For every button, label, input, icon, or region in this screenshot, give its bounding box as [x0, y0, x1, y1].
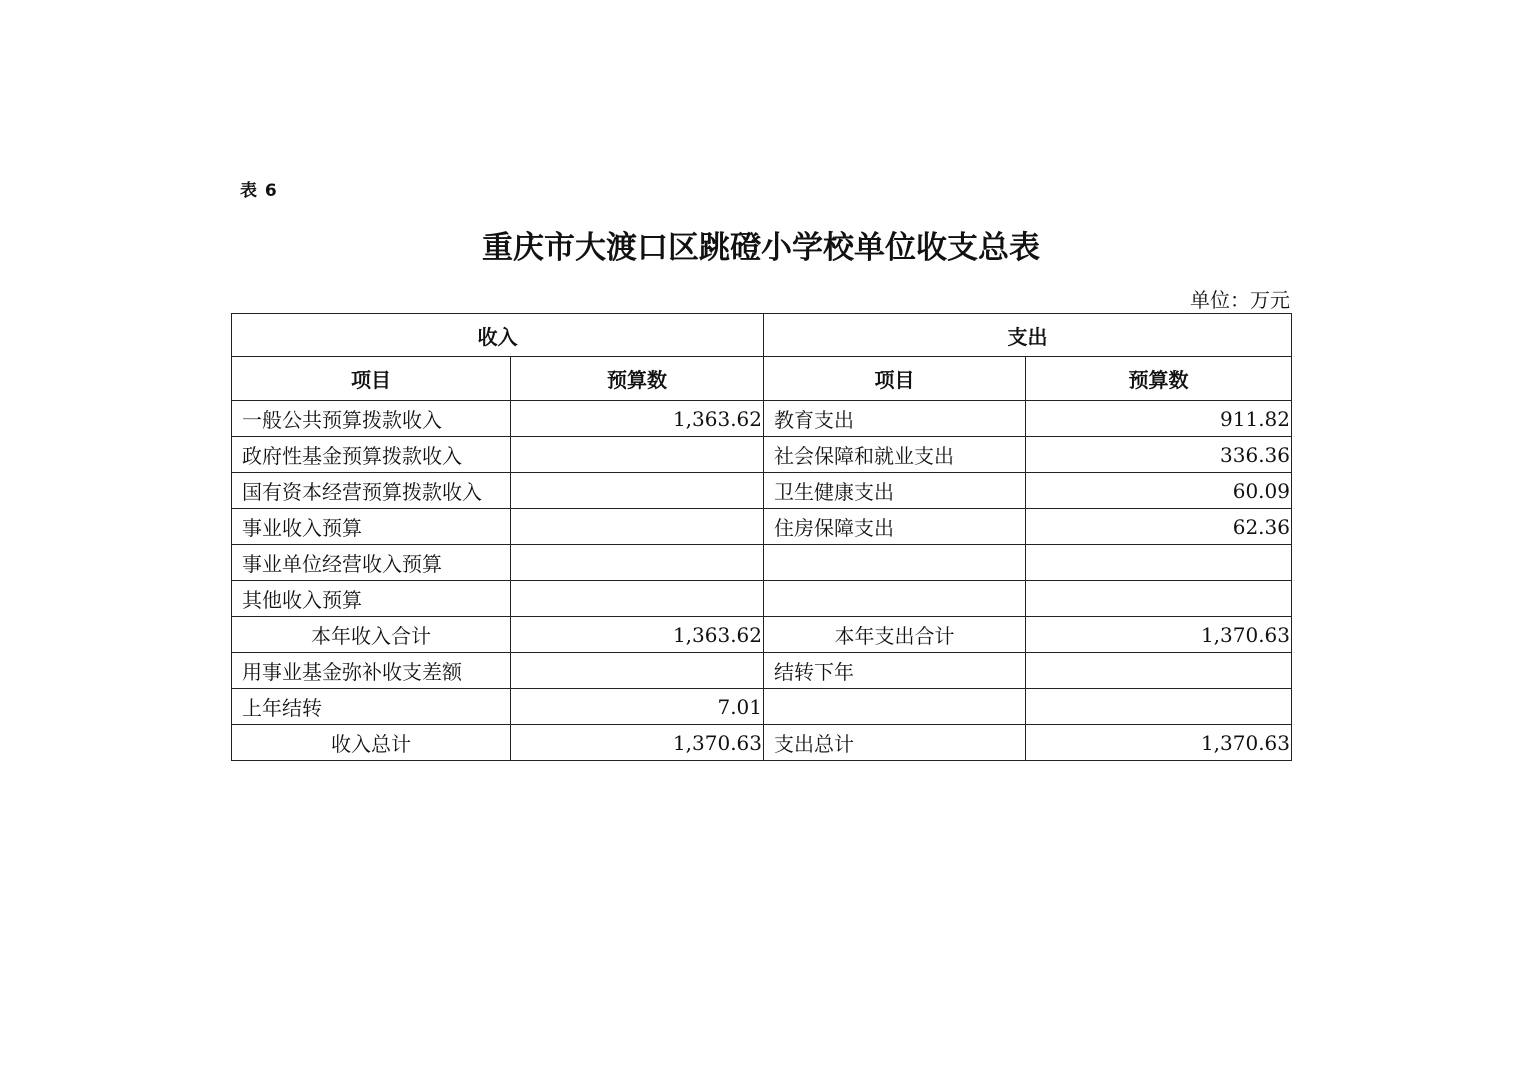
expense-value: [1026, 689, 1292, 725]
income-item: 事业收入预算: [232, 509, 511, 545]
expense-total-value: 1,370.63: [1026, 725, 1292, 761]
budget-summary-table: [231, 313, 1292, 761]
expense-value: 336.36: [1026, 437, 1292, 473]
income-item: 用事业基金弥补收支差额: [232, 653, 511, 689]
income-total-value: 1,370.63: [511, 725, 764, 761]
table-row: [232, 653, 1292, 689]
income-item: 事业单位经营收入预算: [232, 545, 511, 581]
expense-section-header: 支出: [764, 314, 1292, 357]
income-item: 一般公共预算拨款收入: [232, 401, 511, 437]
expense-value: [1026, 545, 1292, 581]
income-item: 国有资本经营预算拨款收入: [232, 473, 511, 509]
income-value: 7.01: [511, 689, 764, 725]
page-title: 重庆市大渡口区跳磴小学校单位收支总表: [482, 230, 1040, 266]
income-value: [511, 581, 764, 617]
subtotal-row: [232, 617, 1292, 653]
table-row: [232, 581, 1292, 617]
expense-budget-header: 预算数: [1026, 357, 1292, 401]
income-item: 上年结转: [232, 689, 511, 725]
table-row: [232, 437, 1292, 473]
expense-item: 住房保障支出: [764, 509, 1026, 545]
expense-value: 62.36: [1026, 509, 1292, 545]
income-value: [511, 437, 764, 473]
table-row: [232, 401, 1292, 437]
expense-item: [764, 581, 1026, 617]
expense-value: 60.09: [1026, 473, 1292, 509]
income-subtotal-label: 本年收入合计: [232, 617, 511, 653]
column-header-row: [232, 357, 1292, 401]
expense-value: 911.82: [1026, 401, 1292, 437]
expense-item: 结转下年: [764, 653, 1026, 689]
total-row: [232, 725, 1292, 761]
expense-item: [764, 545, 1026, 581]
income-section-header: 收入: [232, 314, 764, 357]
expense-item: 教育支出: [764, 401, 1026, 437]
expense-item-header: 项目: [764, 357, 1026, 401]
expense-value: [1026, 653, 1292, 689]
expense-subtotal-label: 本年支出合计: [764, 617, 1026, 653]
expense-item: 社会保障和就业支出: [764, 437, 1026, 473]
income-subtotal-value: 1,363.62: [511, 617, 764, 653]
income-item: 其他收入预算: [232, 581, 511, 617]
income-value: 1,363.62: [511, 401, 764, 437]
income-value: [511, 545, 764, 581]
income-item-header: 项目: [232, 357, 511, 401]
income-value: [511, 473, 764, 509]
income-total-label: 收入总计: [232, 725, 511, 761]
income-value: [511, 653, 764, 689]
expense-total-label: 支出总计: [764, 725, 1026, 761]
expense-subtotal-value: 1,370.63: [1026, 617, 1292, 653]
expense-item: [764, 689, 1026, 725]
unit-label: 单位：万元: [1190, 288, 1290, 312]
income-value: [511, 509, 764, 545]
expense-value: [1026, 581, 1292, 617]
table-row: [232, 689, 1292, 725]
table-row: [232, 509, 1292, 545]
income-item: 政府性基金预算拨款收入: [232, 437, 511, 473]
expense-item: 卫生健康支出: [764, 473, 1026, 509]
income-budget-header: 预算数: [511, 357, 764, 401]
table-row: [232, 545, 1292, 581]
table-row: [232, 473, 1292, 509]
table-number: 表 6: [240, 181, 278, 201]
section-header-row: [232, 314, 1292, 357]
